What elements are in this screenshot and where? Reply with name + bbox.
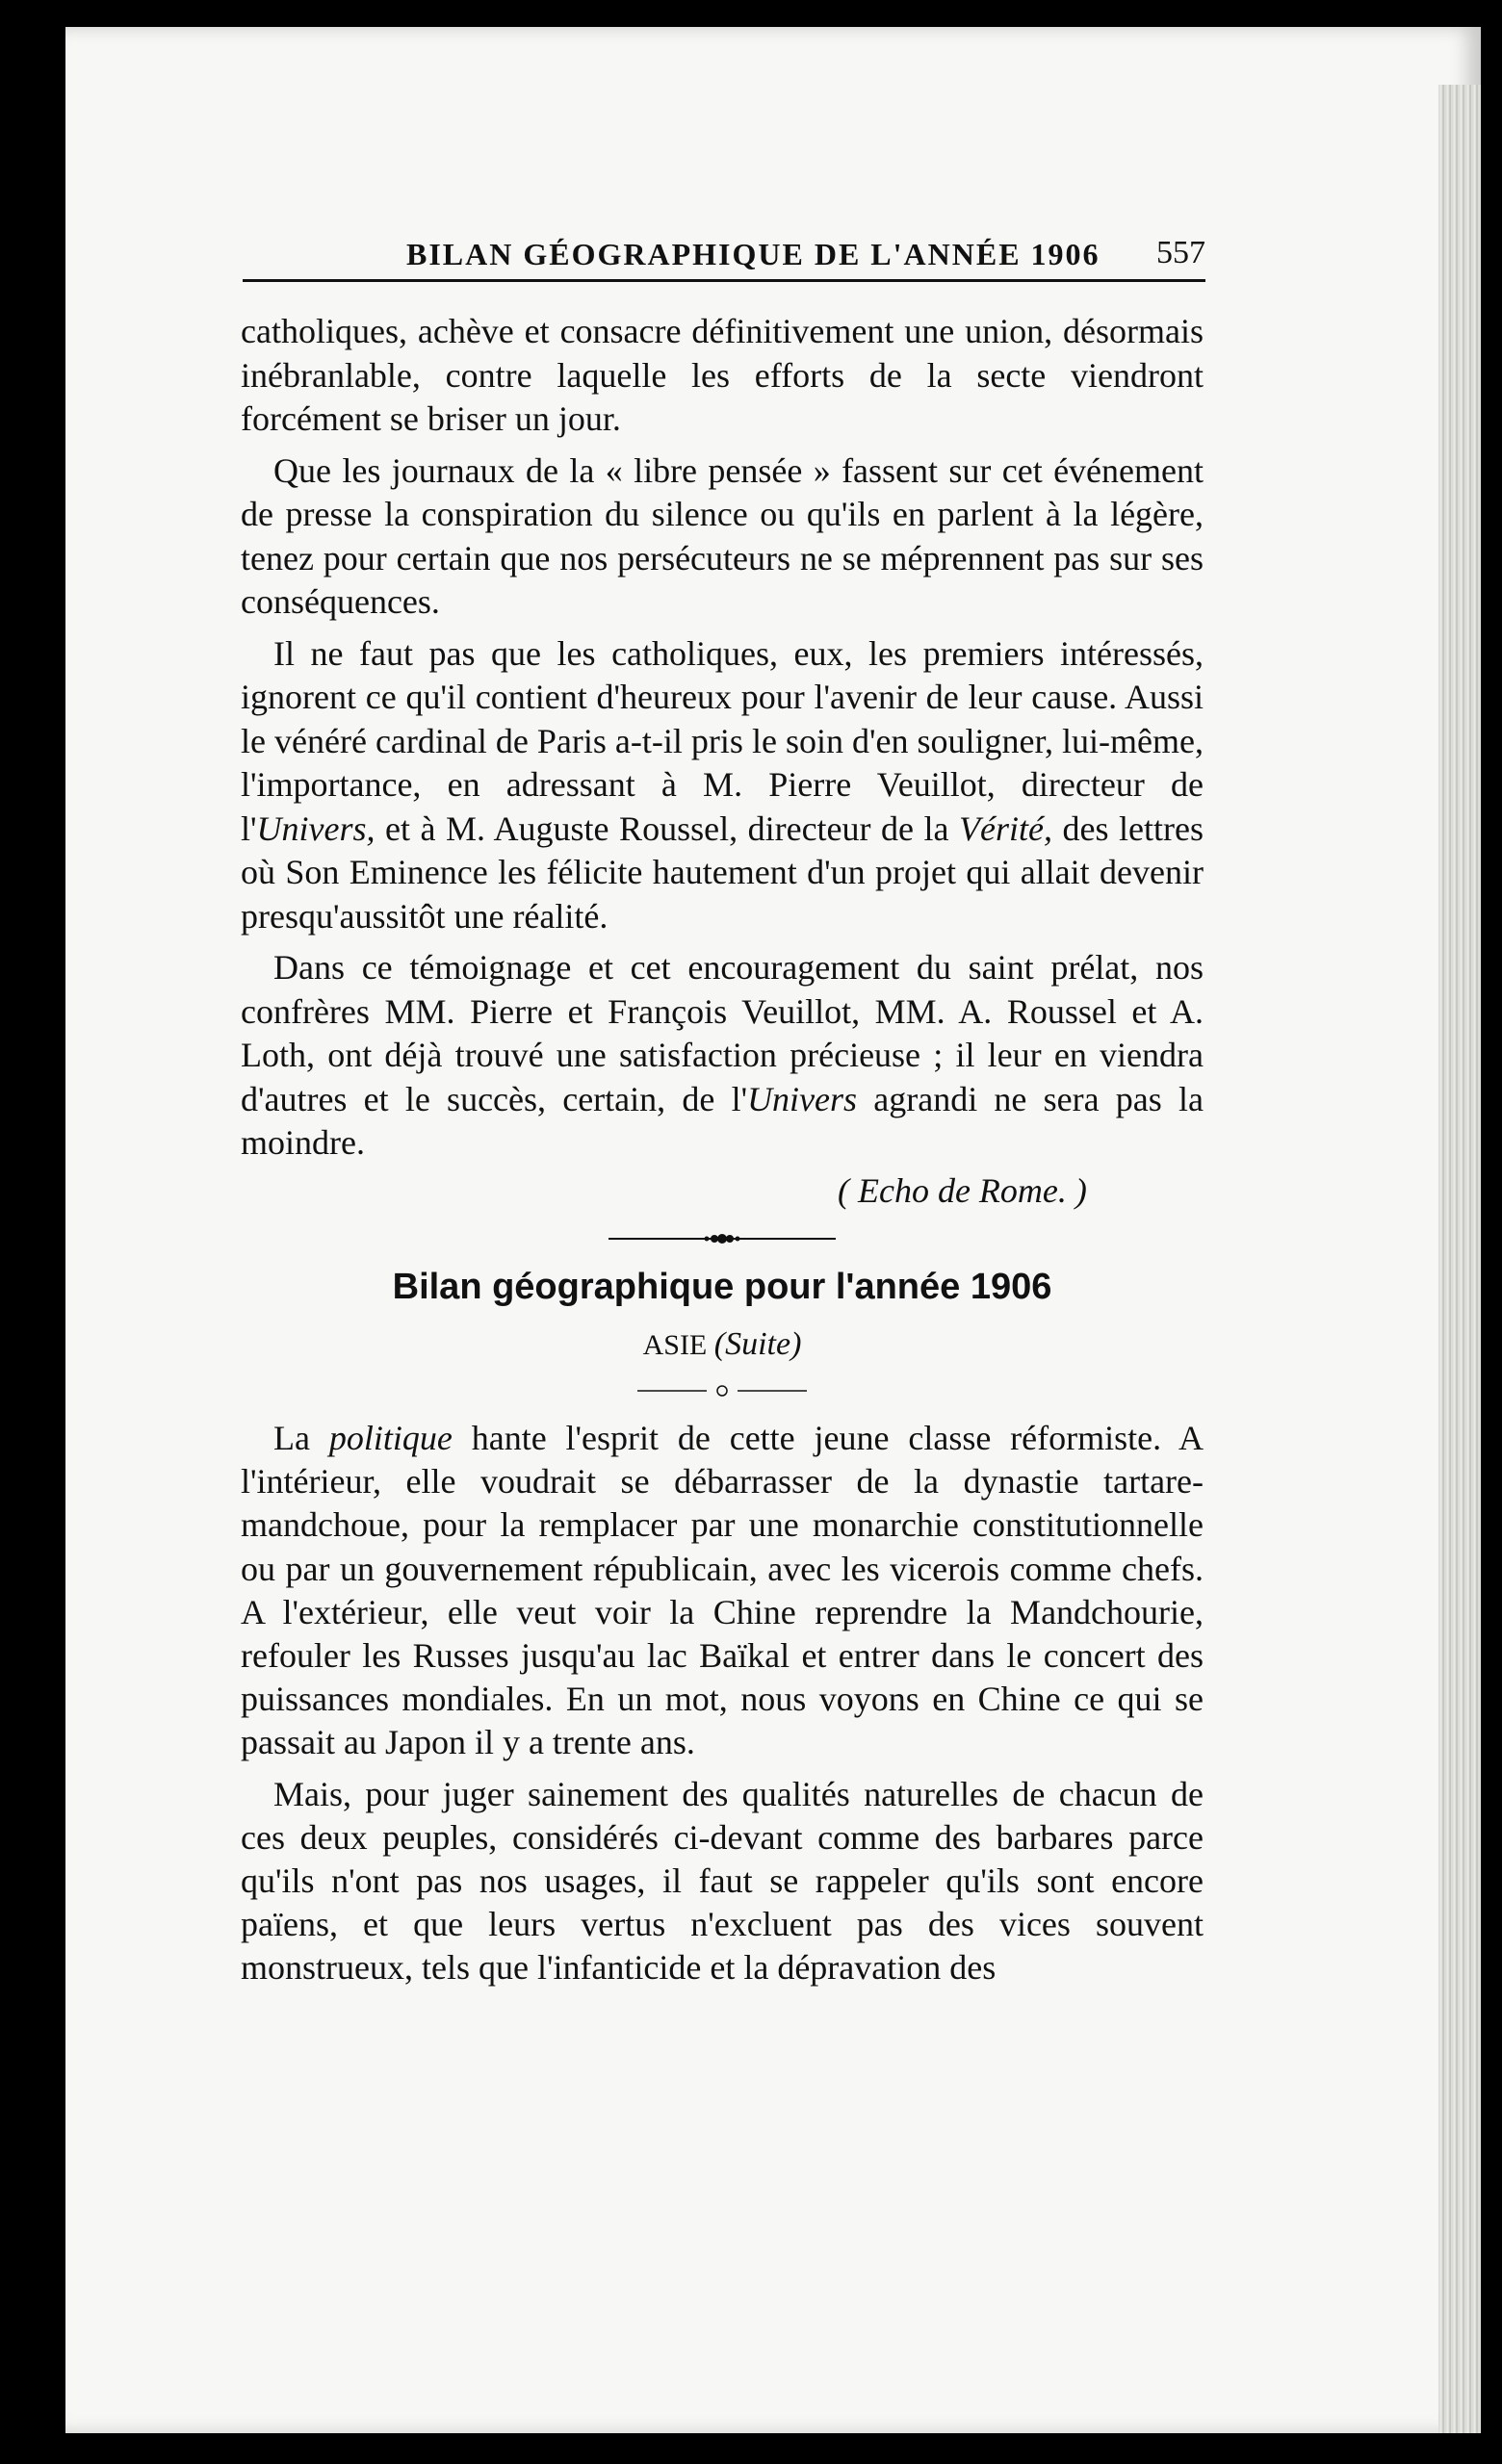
source-citation: ( Echo de Rome. ): [838, 1171, 1087, 1210]
italic-title-verite: Vérité,: [959, 808, 1053, 848]
paragraph: [241, 632, 1204, 939]
text-run: des lettres où Son Eminence les félicite hautement d'un projet qui allait devenir presqu'aussitôt une réalité.: [241, 808, 1204, 936]
italic-title-univers: Univers: [747, 1079, 858, 1118]
italic-word-politique: politique: [328, 1419, 453, 1457]
page-number: 557: [1156, 235, 1205, 270]
ornament-divider: [609, 1232, 836, 1245]
paragraph: Mais, pour juger sainement des qualités naturelles de chacun de ces deux peuples, considérés ci-devant comme des barbares parce qu'ils n'ont pas nos usages, il faut se rappeler qu'ils sont encore païens, et que leurs vertus n'excluent pas des vices souvent monstrueux, tels que l'infanticide et la dépravation des: [241, 1774, 1204, 1988]
section-subtitle: [241, 1326, 1204, 1363]
text-run: hante l'esprit de cette jeune classe réformiste. A l'intérieur, elle voudrait se débarrasser de la dynastie tartare-mandchoue, pour la remplacer par une monarchie constitutionnelle ou par un gouvernement républicain, avec les vicerois comme chefs. A l'extérieur, elle veut voir la Chine reprendre la Mandchourie, refouler les Russes jusqu'au lac Baïkal et entrer dans le concert des puissances mondiales. En un mot, nous voyons en Chine ce qui se passait au Japon il y a trente ans.: [241, 1419, 1204, 1762]
page-edges: [1438, 85, 1481, 2433]
article-continuation: [241, 310, 1204, 1166]
section-title: Bilan géographique pour l'année 1906: [392, 1267, 1052, 1307]
subtitle-suite: (Suite): [713, 1326, 802, 1362]
article-body: [241, 1417, 1204, 1990]
running-header: [243, 219, 1205, 282]
paragraph: Que les journaux de la « libre pensée » fassent sur cet événement de presse la conspiration du silence ou qu'ils en parlent à la légère, tenez pour certain que nos persécuteurs ne se méprennent pas sur ses conséquences.: [241, 450, 1204, 621]
circle-rule-divider: [637, 1382, 807, 1399]
paragraph: [241, 1417, 1204, 1765]
text-run: Dans ce témoignage et cet encouragement du saint prélat, nos confrères MM. Pierre et François Veuillot, MM. A. Roussel et A. Loth, ont déjà trouvé une satisfaction précieuse ; il leur en viendra d'autres et le succès, certain, de l': [241, 948, 1204, 1118]
text-run: La: [273, 1419, 329, 1457]
paragraph: [241, 946, 1204, 1166]
paragraph: catholiques, achève et consacre définitivement une union, désormais inébranlable, contre laquelle les efforts de la secte viendront forcément se briser un jour.: [241, 312, 1204, 438]
text-run: et à M. Auguste Roussel, directeur de la: [375, 808, 960, 848]
running-title: BILAN GÉOGRAPHIQUE DE L'ANNÉE 1906: [406, 237, 1101, 271]
italic-title-univers: Univers,: [256, 808, 376, 848]
text-run: agrandi ne sera pas la moindre.: [241, 1079, 1204, 1162]
subtitle-region: ASIE: [642, 1329, 708, 1361]
text-run: Il ne faut pas que les catholiques, eux, les premiers intéressés, ignorent ce qu'il contient d'heureux pour l'avenir de leur cause. Aussi le vénéré cardinal de Paris a-t-il pris le soin d'en souligner, lui-même, l'importance, en adressant à M. Pierre Veuillot, directeur de l': [241, 633, 1204, 848]
